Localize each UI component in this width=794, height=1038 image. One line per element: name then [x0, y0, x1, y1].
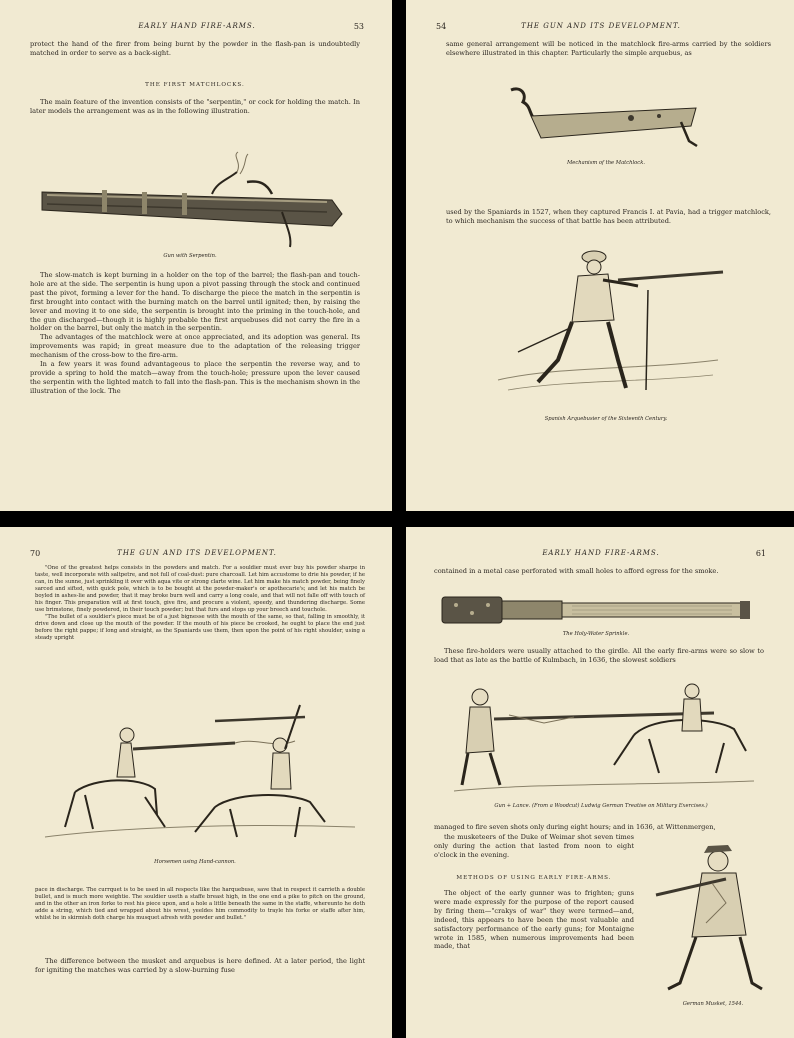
- intro-text: [30, 98, 360, 116]
- horsemen-with-hand-cannon-illustration: [45, 697, 355, 847]
- page-number: 53: [353, 22, 364, 31]
- running-head: [436, 549, 766, 557]
- paragraph: the musketeers of the Duke of Weimar shot seven times only during the action that lasted from noon to eight o'clock in the evening.: [434, 833, 634, 859]
- top-text: [446, 40, 771, 58]
- matchlock-mechanism-illustration: [511, 86, 711, 156]
- paragraph: The advantages of the matchlock were at once appreciated, and its adoption was general. Its improvements was rapid; in great measure due to the adaptation of the releasing trigger mechanism of the cross-bow to the fire-arm.: [30, 333, 360, 360]
- running-head: [30, 22, 364, 30]
- spanish-arquebusier-illustration: [498, 240, 718, 412]
- figure-caption: The Holy-Water Sprinkle.: [562, 631, 630, 637]
- quoted-small-text-bottom: [35, 887, 365, 922]
- top-text: [30, 40, 360, 58]
- figure-caption: Horsemen using Hand-cannon.: [154, 859, 236, 865]
- paragraph: pace in discharge. The currquet is to be used in all respects like the harquebuse, save that in respect it carrieth a double bullet, and is much more weightie. The souldier useth a staffe breast high, in the one end a pike to pitch on the ground, and in the other an iron forke to rest his piece upon, and a hole a little beneath the same in the staffe, whereunto he doth adde a string, which tied and wrapped about his wrest, yeeldes him commodity to trayle his forke or staffe after him, whilst he in skirmish doth charge his musquet afresh with powder and bullet.": [35, 887, 365, 921]
- book-page-61: [406, 527, 794, 1038]
- page-number: 61: [755, 549, 766, 558]
- figure-caption: German Musket, 1544.: [682, 1001, 744, 1007]
- narrow-text: [434, 833, 634, 860]
- bottom-text: [35, 957, 365, 975]
- top-text: [434, 567, 764, 576]
- paragraph: protect the hand of the firer from being burnt by the powder in the flash-pan is undoubtedly matched in order to serve as a back-sight.: [30, 40, 360, 57]
- quoted-small-text: [35, 565, 365, 642]
- holy-water-sprinkle-illustration: [442, 593, 752, 627]
- paragraph: The main feature of the invention consists of the "serpentin," or cock for holding the match. In later models the arrangement was as in the following illustration.: [30, 98, 360, 115]
- figure-caption: Mechanism of the Matchlock.: [566, 160, 645, 166]
- section-heading: THE FIRST MATCHLOCKS.: [145, 82, 245, 88]
- paragraph: "One of the greatest helps consists in the powders and match. For a souldier must ever buy his powder sharpe in taste, well incorporate with saltpetre, and not full of coal-dust: pure charcoall. Let him accustome to drie his powder, if he can, in the sunne, just sprinkling it over with aqua vite or strong clarte wine. Let him make his match powder, being finely sarced and sifted, with quick pole, which is to be bought at the powder-maker's or apothecarie's; and let his match be boyled in ashes-lie and powder, that it may broke burn well and carry a long coale, and that will not falle off with touch of his finger. This preparation will at first touch, give fire, and procure a violent, speedy, and thundering discharge. Some use brimstone, finely powdered, in their touch powder; but that furs and stops up your breech and touchole.: [35, 565, 365, 613]
- middle-text: [434, 647, 764, 665]
- german-musket-illustration: [656, 843, 766, 993]
- running-head: [30, 549, 364, 557]
- page-number: 54: [436, 22, 447, 31]
- gun-and-lance-illustration: [454, 673, 754, 799]
- paragraph: These fire-holders were usually attached to the girdle. All the early fire-arms were so slow to load that as late as the battle of Kulmbach, in 1636, the slowest soldiers: [434, 647, 764, 664]
- paragraph: The slow-match is kept burning in a holder on the top of the barrel; the flash-pan and touch-hole are at the side. The serpentin is hung upon a pivot passing through the stock and continued past the pivot, forming a lever for the hand. To discharge the piece the match in the serpentin is first brought into contact with the burning match on the barrel until ignited; then, by raising the lever and moving it to one side, the serpentin is brought into the priming in the touch-hole, and the gun discharged—though it is highly probable the first arquebuses did not carry the fire in a holder on the barrel, but only the match in the serpentin.: [30, 271, 360, 333]
- running-head-title: EARLY HAND FIRE-ARMS.: [542, 549, 660, 557]
- line-after-figure: [434, 823, 779, 832]
- book-page-70: [0, 527, 392, 1038]
- paragraph: The difference between the musket and arquebus is here defined. At a later period, the light for igniting the matches was carried by a slow-burning fuse: [35, 957, 365, 974]
- page-number: 70: [30, 549, 41, 558]
- paragraph: "The bullet of a souldier's piece must be of a just bignesse with the mouth of the same, so that, falling in smoothly, it drive down and close up the mouth of the powder. If the mouth of his piece be crooked, he ought to place the end just before the right pappe; if long and straight, as the Spaniards use them, then upon the point of his right shoulder, using a steady upright: [35, 614, 365, 641]
- book-page-53: [0, 0, 392, 511]
- running-head-title: THE GUN AND ITS DEVELOPMENT.: [521, 22, 681, 30]
- body-text: [30, 271, 360, 396]
- book-page-54: [406, 0, 794, 511]
- paragraph: contained in a metal case perforated with small holes to afford egress for the smoke.: [434, 567, 719, 575]
- paragraph: In a few years it was found advantageous to place the serpentin the reverse way, and to provide a spring to hold the match—away from the touch-hole; pressure upon the lever caused the serpentin with the lighted match to fall into the flash-pan. This is the mechanism shown in the illustration of the lock. The: [30, 360, 360, 395]
- figure-caption: Gun with Serpentin.: [163, 253, 217, 259]
- paragraph: The object of the early gunner was to frighten; guns were made expressly for the purpose of the report caused by firing them—"crakys of war" they were termed—and, indeed, this appears to have been the most valuable and satisfactory performance of the early guns; for Montaigne wrote in 1585, when numerous improvements had been made, that: [434, 889, 634, 951]
- gun-with-serpentin-illustration: [42, 152, 342, 247]
- running-head: [436, 22, 766, 30]
- bottom-text: [434, 889, 634, 951]
- figure-caption: Gun + Lance. (From a Woodcut) Ludwig German Treatise on Military Exercises.): [494, 803, 708, 809]
- running-head-title: THE GUN AND ITS DEVELOPMENT.: [117, 549, 277, 557]
- figure-caption: Spanish Arquebusier of the Sixteenth Century.: [544, 416, 668, 422]
- paragraph: used by the Spaniards in 1527, when they captured Francis I. at Pavia, had a trigger matchlock, to which mechanism the success of that battle has been attributed.: [446, 208, 771, 225]
- paragraph: managed to fire seven shots only during eight hours; and in 1636, at Wittenmergen,: [434, 823, 716, 831]
- running-head-title: EARLY HAND FIRE-ARMS.: [138, 22, 256, 30]
- section-heading: METHODS OF USING EARLY FIRE-ARMS.: [456, 875, 612, 881]
- paragraph: same general arrangement will be noticed in the matchlock fire-arms carried by the soldiers elsewhere illustrated in this chapter. Particularly the simple arquebus, as: [446, 40, 771, 57]
- middle-text: [446, 208, 771, 226]
